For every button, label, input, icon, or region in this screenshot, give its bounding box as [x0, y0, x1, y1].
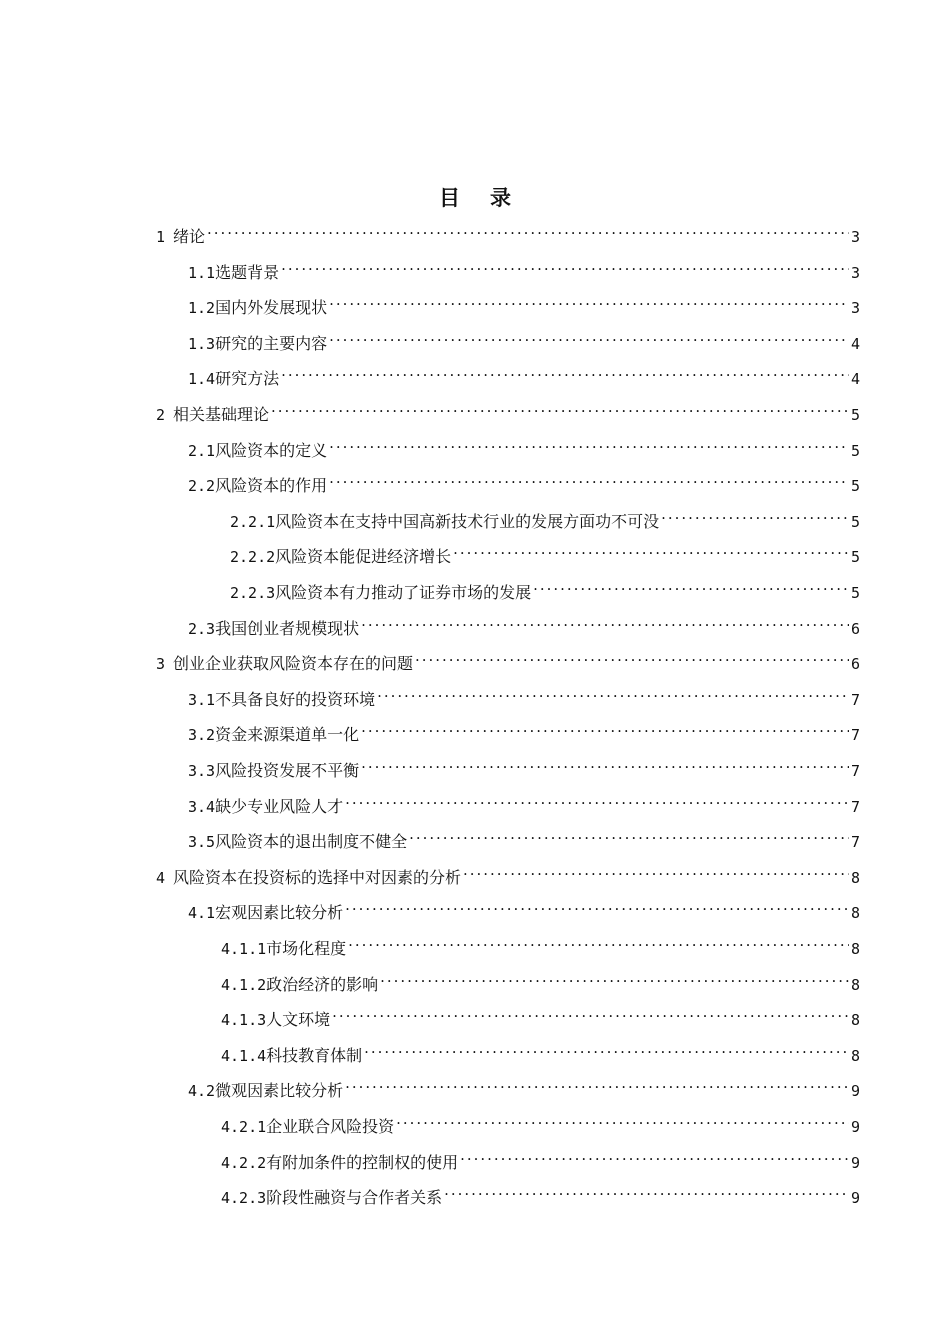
toc-entry-label: 宏观因素比较分析: [215, 903, 344, 923]
toc-entry-number: 2: [156, 406, 166, 424]
toc-entry-number: 4.1.1: [221, 940, 267, 958]
toc-entry-number: 1: [156, 228, 166, 246]
toc-entry-label: 资金来源渠道单一化: [215, 725, 360, 745]
toc-entry-page-number: 8: [850, 975, 860, 994]
toc-entry-label: 风险资本的定义: [215, 440, 328, 460]
toc-dot-leader: [345, 892, 849, 918]
toc-dot-leader: [281, 252, 849, 278]
toc-entry[interactable]: [156, 643, 860, 674]
toc-entry-number: 2.2.3: [230, 584, 276, 602]
toc-entry-page-number: 9: [850, 1118, 860, 1136]
toc-entry[interactable]: [188, 465, 860, 496]
toc-entry[interactable]: [188, 430, 860, 460]
toc-dot-leader: [329, 430, 849, 456]
toc-dot-leader: [380, 964, 849, 990]
toc-entry-label: 国内外发展现状: [215, 298, 328, 318]
toc-entry[interactable]: [188, 786, 860, 816]
toc-entry-page-number: 9: [850, 1082, 860, 1101]
toc-entry[interactable]: [230, 536, 860, 567]
toc-dot-leader: [345, 1070, 849, 1096]
toc-entry-number: 4.1.2: [221, 975, 267, 994]
toc-entry[interactable]: [188, 608, 860, 638]
toc-entry-label: 风险资本在投资标的选择中对因素的分析: [173, 867, 462, 887]
toc-entry[interactable]: [156, 216, 860, 246]
toc-entry-label: 绪论: [173, 227, 206, 246]
toc-entry-page-number: 5: [850, 406, 860, 424]
toc-dot-leader: [271, 394, 849, 420]
toc-entry-number: 4.1: [188, 904, 216, 923]
toc-entry-number: 2.2.1: [230, 512, 276, 531]
toc-entry-label: 我国创业者规模现状: [215, 618, 360, 638]
toc-entry-page-number: 8: [850, 868, 860, 887]
toc-entry-page-number: 7: [850, 797, 860, 816]
toc-entry-page-number: 6: [850, 619, 860, 638]
toc-entry-number: 2.2: [188, 477, 216, 496]
toc-entry-label: 人文环境: [266, 1010, 331, 1030]
toc-entry-number: 4.2.1: [221, 1118, 267, 1136]
toc-entry-page-number: 9: [850, 1189, 860, 1208]
toc-entry-page-number: 3: [850, 228, 860, 246]
toc-dot-leader: [453, 536, 849, 562]
toc-dot-leader: [463, 857, 849, 883]
toc-entry-page-number: 3: [850, 263, 860, 282]
toc-dot-leader: [533, 572, 849, 598]
toc-entry-label: 科技教育体制: [266, 1045, 363, 1065]
toc-entry-label: 市场化程度: [266, 939, 347, 958]
toc-entry-label: 风险资本的作用: [215, 476, 328, 496]
toc-entry-page-number: 3: [850, 299, 860, 318]
toc-entry-number: 3.5: [188, 833, 216, 852]
toc-title-char-2: 录: [490, 185, 511, 210]
toc-entry-label: 有附加条件的控制权的使用: [266, 1152, 459, 1172]
toc-entry-page-number: 8: [850, 1046, 860, 1065]
toc-dot-leader: [361, 608, 849, 634]
toc-entry[interactable]: [188, 821, 860, 852]
toc-entry[interactable]: [188, 679, 860, 709]
toc-entry-number: 1.1: [188, 263, 216, 282]
toc-entry[interactable]: [221, 928, 860, 958]
toc-entry-number: 4.1.3: [221, 1011, 267, 1030]
toc-entry-number: 4.2: [188, 1082, 216, 1101]
toc-entry[interactable]: [188, 252, 860, 282]
toc-entry-page-number: 7: [850, 690, 860, 709]
toc-entry-page-number: 7: [850, 726, 860, 745]
toc-entry-number: 2.1: [188, 441, 216, 460]
toc-entry-page-number: 5: [850, 477, 860, 496]
toc-entry-number: 2.2.2: [230, 548, 276, 567]
toc-entry[interactable]: [221, 964, 860, 994]
toc-entry-page-number: 8: [850, 1011, 860, 1030]
toc-dot-leader: [207, 216, 849, 242]
toc-dot-leader: [444, 1177, 849, 1203]
toc-dot-leader: [661, 501, 849, 527]
toc-entry[interactable]: [221, 1177, 860, 1208]
toc-entry-number: 4.2.3: [221, 1189, 267, 1208]
toc-entry-page-number: 8: [850, 940, 860, 958]
toc-entry-page-number: 5: [850, 584, 860, 602]
toc-entry-label: 风险资本能促进经济增长: [275, 547, 452, 567]
toc-entry-number: 1.3: [188, 334, 216, 353]
toc-entry[interactable]: [188, 287, 860, 318]
toc-entry-number: 3: [156, 655, 166, 674]
toc-entry[interactable]: [156, 394, 860, 424]
toc-entry[interactable]: [188, 358, 860, 389]
toc-entry[interactable]: [156, 857, 860, 887]
toc-title-char-1: 目: [439, 185, 460, 210]
toc-dot-leader: [329, 465, 849, 491]
toc-entry-number: 4.1.4: [221, 1046, 267, 1065]
toc-title: [0, 182, 950, 212]
toc-dot-leader: [361, 750, 849, 776]
toc-entry-label: 风险资本有力推动了证券市场的发展: [275, 583, 532, 602]
toc-entry[interactable]: [230, 501, 860, 531]
toc-entry[interactable]: [188, 323, 860, 353]
toc-entry-number: 4.2.2: [221, 1153, 267, 1172]
toc-entry-number: 3.2: [188, 726, 216, 745]
toc-entry[interactable]: [188, 892, 860, 923]
toc-dot-leader: [329, 323, 849, 349]
toc-dot-leader: [345, 786, 849, 812]
toc-dot-leader: [329, 287, 849, 313]
toc-entry-page-number: 6: [850, 655, 860, 674]
toc-entry[interactable]: [221, 1142, 860, 1172]
toc-dot-leader: [409, 821, 849, 847]
toc-entry-label: 政治经济的影响: [266, 974, 379, 994]
toc-entry[interactable]: [221, 1106, 860, 1136]
toc-entry[interactable]: [188, 750, 860, 780]
toc-entry[interactable]: [188, 714, 860, 745]
toc-entry-page-number: 7: [850, 762, 860, 780]
toc-dot-leader: [415, 643, 849, 669]
toc-dot-leader: [396, 1106, 849, 1132]
toc-entry-number: 1.2: [188, 299, 216, 318]
toc-entry-label: 风险资本在支持中国高新技术行业的发展方面功不可没: [275, 511, 660, 531]
toc-entry-page-number: 9: [850, 1153, 860, 1172]
toc-entry-label: 风险资本的退出制度不健全: [215, 832, 408, 852]
toc-entry-page-number: 7: [850, 833, 860, 852]
toc-dot-leader: [281, 358, 849, 384]
toc-dot-leader: [361, 714, 849, 740]
toc-entry[interactable]: [188, 1070, 860, 1101]
toc-entry-page-number: 8: [850, 904, 860, 923]
toc-dot-leader: [332, 999, 849, 1025]
toc-entry-label: 创业企业获取风险资本存在的问题: [173, 654, 414, 674]
toc-entry-label: 阶段性融资与合作者关系: [266, 1188, 443, 1208]
toc-entry-label: 风险投资发展不平衡: [215, 761, 360, 780]
toc-entry-number: 2.3: [188, 619, 216, 638]
toc-entry-page-number: 4: [850, 370, 860, 389]
toc-entry-label: 选题背景: [215, 262, 280, 282]
toc-entry-label: 缺少专业风险人才: [215, 796, 344, 816]
toc-entry-number: 3.3: [188, 762, 216, 780]
toc-dot-leader: [460, 1142, 849, 1168]
toc-entry-page-number: 5: [850, 441, 860, 460]
toc-entry-page-number: 4: [850, 334, 860, 353]
toc-entry-label: 不具备良好的投资环境: [215, 689, 376, 709]
toc-dot-leader: [364, 1035, 849, 1061]
toc-entry-number: 3.4: [188, 797, 216, 816]
toc-entry[interactable]: [221, 999, 860, 1030]
toc-entry-page-number: 5: [850, 548, 860, 567]
toc-entry-label: 研究方法: [215, 369, 280, 389]
toc-entry-number: 4: [156, 868, 166, 887]
toc-entry[interactable]: [230, 572, 860, 602]
toc-entry[interactable]: [221, 1035, 860, 1065]
toc-entry-number: 1.4: [188, 370, 216, 389]
toc-entry-label: 相关基础理论: [173, 405, 270, 424]
toc-dot-leader: [377, 679, 849, 705]
toc-entry-number: 3.1: [188, 690, 216, 709]
toc-entry-label: 企业联合风险投资: [266, 1117, 395, 1136]
toc-entry-label: 研究的主要内容: [215, 333, 328, 353]
toc-entry-page-number: 5: [850, 512, 860, 531]
toc-entry-label: 微观因素比较分析: [215, 1081, 344, 1101]
toc-dot-leader: [348, 928, 849, 954]
